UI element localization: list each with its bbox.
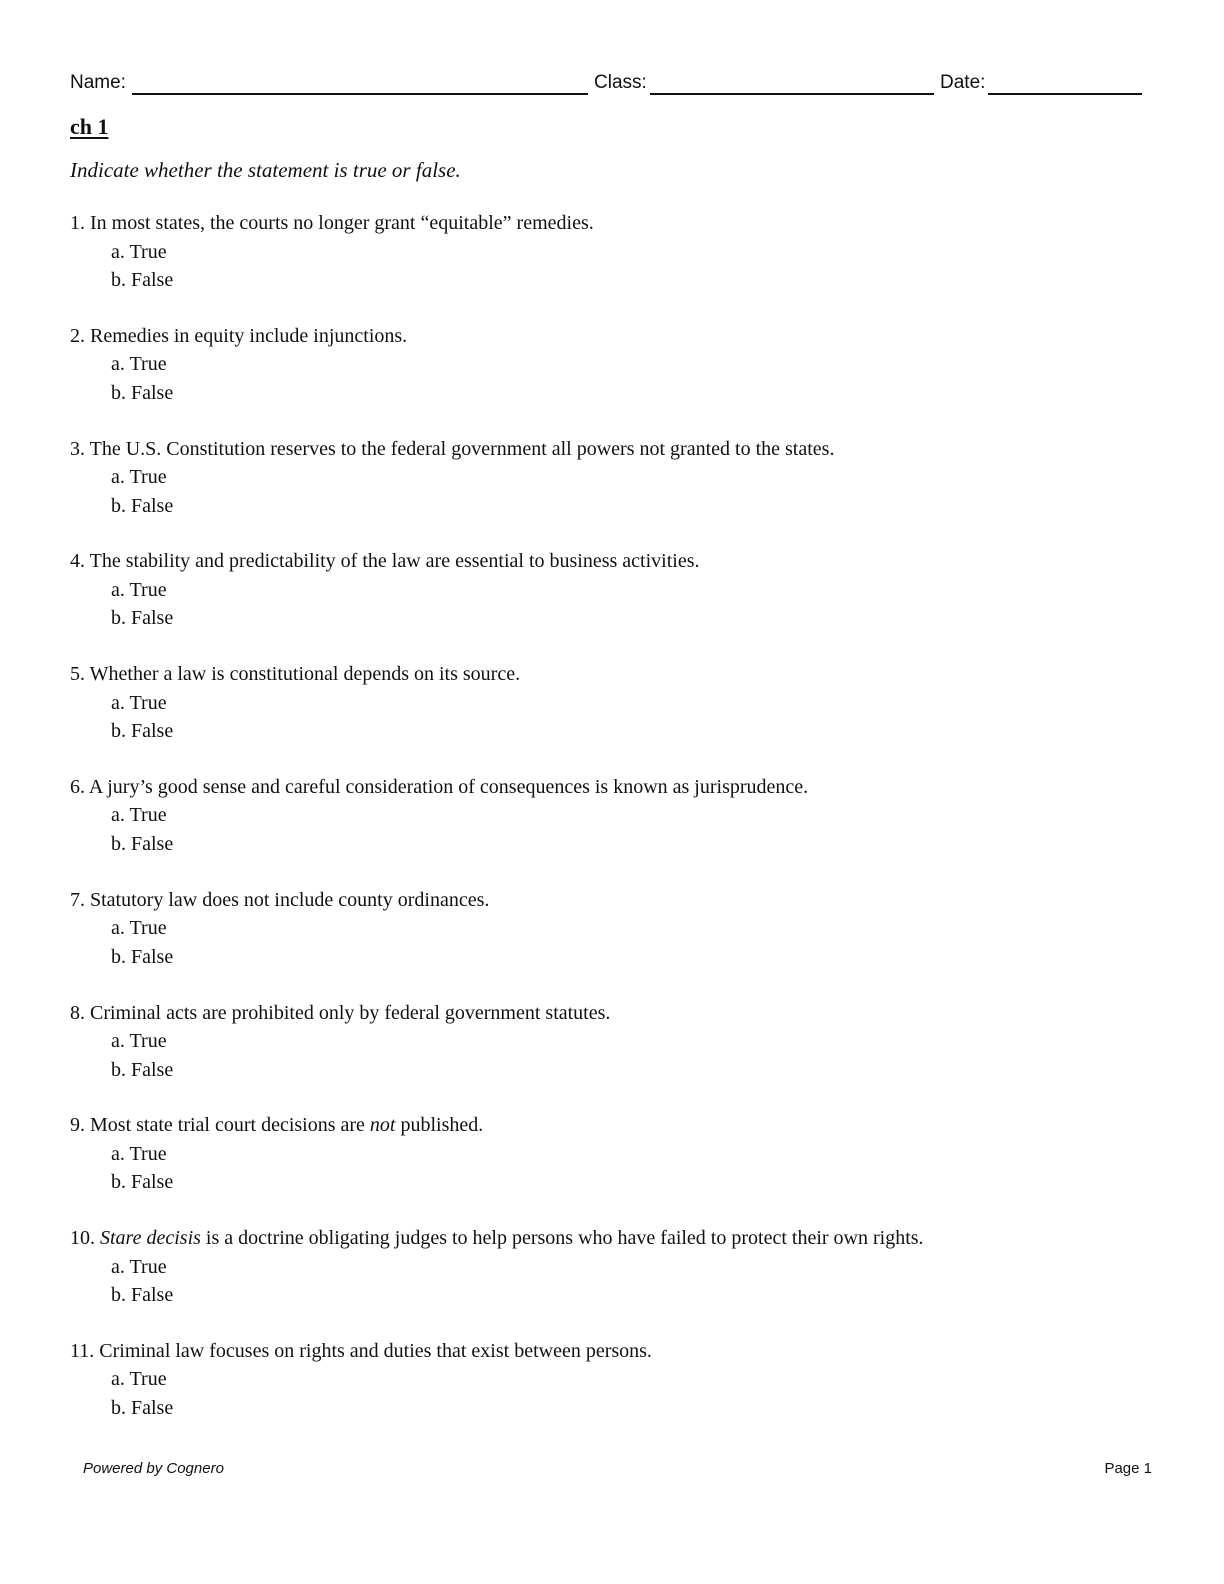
question-number: 5. xyxy=(70,663,85,686)
question-9 xyxy=(70,1114,1150,1227)
question-text xyxy=(70,212,1150,234)
question-8 xyxy=(70,1002,1150,1115)
question-list xyxy=(70,212,1150,1453)
question-text xyxy=(70,1227,1150,1249)
question-11 xyxy=(70,1340,1150,1453)
class-blank-line[interactable] xyxy=(650,93,934,95)
option-true[interactable]: a. True xyxy=(111,240,167,263)
question-statement-end: published. xyxy=(395,1114,484,1137)
page-number: Page 1 xyxy=(1104,1460,1152,1477)
student-info-header xyxy=(70,72,1142,98)
question-2 xyxy=(70,325,1150,438)
option-true[interactable]: a. True xyxy=(111,1142,167,1165)
question-number: 9. xyxy=(70,1114,85,1137)
question-statement: The stability and predictability of the law are essential to business activities. xyxy=(89,550,700,573)
option-false[interactable]: b. False xyxy=(111,1058,174,1081)
option-false[interactable]: b. False xyxy=(111,269,174,291)
chapter-title: ch 1 xyxy=(70,114,109,139)
option-false[interactable]: b. False xyxy=(111,381,174,404)
option-true[interactable]: a. True xyxy=(111,1255,167,1278)
option-false[interactable]: b. False xyxy=(111,832,174,855)
question-4 xyxy=(70,550,1150,663)
class-label: Class: xyxy=(594,72,647,93)
option-true[interactable]: a. True xyxy=(111,691,167,714)
question-statement: Criminal law focuses on rights and duties that exist between persons. xyxy=(99,1339,652,1362)
question-statement: Criminal acts are prohibited only by federal government statutes. xyxy=(90,1001,611,1024)
option-true[interactable]: a. True xyxy=(111,578,167,601)
option-false[interactable]: b. False xyxy=(111,494,174,517)
question-statement: Whether a law is constitutional depends on its source. xyxy=(89,663,521,686)
date-label: Date: xyxy=(940,72,986,93)
option-true[interactable]: a. True xyxy=(111,1368,167,1391)
question-statement: Statutory law does not include county ordinances. xyxy=(90,888,490,911)
option-true[interactable]: a. True xyxy=(111,1030,167,1053)
question-number: 8. xyxy=(70,1001,85,1024)
question-text xyxy=(70,325,1150,347)
question-number: 1. xyxy=(70,212,85,234)
question-text xyxy=(70,550,1150,572)
question-number: 4. xyxy=(70,550,85,573)
question-statement-emphasis: not xyxy=(369,1114,396,1137)
option-false[interactable]: b. False xyxy=(111,720,174,743)
option-true[interactable]: a. True xyxy=(111,353,167,376)
question-statement-start: Most state trial court decisions are xyxy=(90,1114,370,1137)
date-blank-line[interactable] xyxy=(988,93,1142,95)
question-text xyxy=(70,1002,1150,1024)
option-true[interactable]: a. True xyxy=(111,804,167,827)
question-number: 10. xyxy=(70,1227,95,1250)
question-statement-emphasis: Stare decisis xyxy=(100,1227,201,1250)
question-6 xyxy=(70,776,1150,889)
option-false[interactable]: b. False xyxy=(111,1284,174,1307)
name-label: Name: xyxy=(70,72,126,93)
question-10 xyxy=(70,1227,1150,1340)
question-text xyxy=(70,1114,1150,1136)
question-5 xyxy=(70,663,1150,776)
powered-by-footer: Powered by Cognero xyxy=(83,1460,224,1477)
name-blank-line[interactable] xyxy=(132,93,588,95)
question-statement: The U.S. Constitution reserves to the federal government all powers not granted to the states. xyxy=(89,437,835,460)
question-text xyxy=(70,889,1150,911)
option-false[interactable]: b. False xyxy=(111,1396,174,1419)
option-false[interactable]: b. False xyxy=(111,607,174,630)
question-text xyxy=(70,1340,1150,1362)
question-statement: In most states, the courts no longer grant “equitable” remedies. xyxy=(90,212,594,234)
option-false[interactable]: b. False xyxy=(111,1171,174,1194)
question-1 xyxy=(70,212,1150,325)
question-7 xyxy=(70,889,1150,1002)
option-true[interactable]: a. True xyxy=(111,466,167,489)
question-number: 6. xyxy=(70,775,85,798)
question-text xyxy=(70,438,1150,460)
question-statement: Remedies in equity include injunctions. xyxy=(90,324,408,347)
question-number: 7. xyxy=(70,888,85,911)
question-number: 11. xyxy=(70,1339,95,1362)
question-statement: A jury’s good sense and careful consideration of consequences is known as jurisprudence. xyxy=(88,775,809,798)
question-number: 3. xyxy=(70,437,85,460)
question-3 xyxy=(70,438,1150,551)
option-true[interactable]: a. True xyxy=(111,917,167,940)
question-text xyxy=(70,776,1150,798)
question-statement-end: is a doctrine obligating judges to help persons who have failed to protect their own rights. xyxy=(200,1227,924,1250)
question-text xyxy=(70,663,1150,685)
option-false[interactable]: b. False xyxy=(111,945,174,968)
instructions: Indicate whether the statement is true or false. xyxy=(70,158,461,182)
question-number: 2. xyxy=(70,324,85,347)
